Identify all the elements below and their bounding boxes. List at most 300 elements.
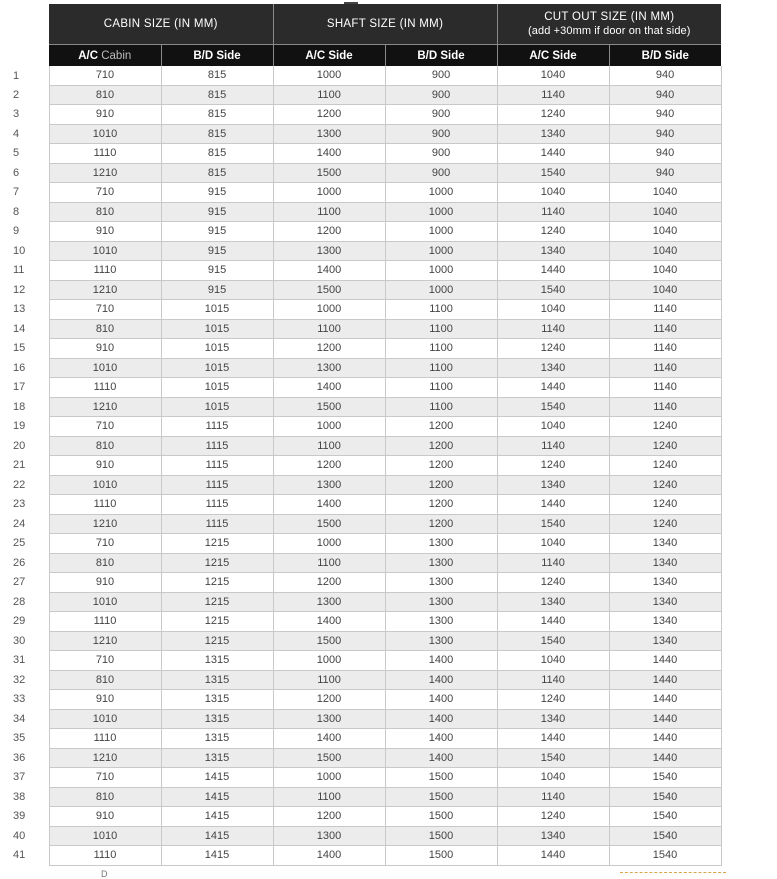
table-row	[11, 261, 721, 281]
cabin-ac-cell: 1110	[49, 612, 161, 632]
group-title: SHAFT SIZE (IN MM)	[326, 18, 444, 30]
cutout-bd-cell: 1340	[609, 612, 721, 632]
cabin-bd-cell: 1115	[161, 514, 273, 534]
table-row	[11, 163, 721, 183]
cutout-ac-cell: 1140	[497, 787, 609, 807]
cutout-ac-cell: 1040	[497, 768, 609, 788]
footer-fragment: D	[101, 869, 108, 879]
col-header-cabin-bd: B/D Side	[161, 45, 273, 67]
table-row	[11, 397, 721, 417]
cutout-ac-cell: 1540	[497, 631, 609, 651]
cabin-bd-cell: 1315	[161, 709, 273, 729]
cutout-bd-cell: 1240	[609, 436, 721, 456]
table-row	[11, 748, 721, 768]
cutout-bd-cell: 1040	[609, 261, 721, 281]
cutout-bd-cell: 1440	[609, 651, 721, 671]
row-number: 6	[11, 163, 49, 183]
shaft-ac-cell: 1300	[273, 124, 385, 144]
row-number: 13	[11, 300, 49, 320]
cabin-bd-cell: 915	[161, 280, 273, 300]
cutout-bd-cell: 940	[609, 66, 721, 85]
cutout-bd-cell: 940	[609, 163, 721, 183]
row-number: 15	[11, 339, 49, 359]
row-number: 31	[11, 651, 49, 671]
shaft-ac-cell: 1100	[273, 553, 385, 573]
cutout-bd-cell: 1440	[609, 748, 721, 768]
row-number: 28	[11, 592, 49, 612]
shaft-bd-cell: 1100	[385, 339, 497, 359]
shaft-bd-cell: 1400	[385, 748, 497, 768]
cutout-ac-cell: 1340	[497, 592, 609, 612]
shaft-bd-cell: 900	[385, 85, 497, 105]
shaft-bd-cell: 900	[385, 144, 497, 164]
cabin-ac-cell: 810	[49, 670, 161, 690]
cutout-bd-cell: 1440	[609, 729, 721, 749]
cabin-bd-cell: 815	[161, 163, 273, 183]
row-number: 21	[11, 456, 49, 476]
cutout-ac-cell: 1240	[497, 690, 609, 710]
shaft-ac-cell: 1400	[273, 261, 385, 281]
shaft-ac-cell: 1100	[273, 436, 385, 456]
cabin-bd-cell: 1415	[161, 846, 273, 866]
cabin-ac-cell: 1010	[49, 592, 161, 612]
shaft-bd-cell: 1500	[385, 826, 497, 846]
shaft-bd-cell: 1300	[385, 592, 497, 612]
row-number: 26	[11, 553, 49, 573]
cutout-ac-cell: 1340	[497, 826, 609, 846]
cutout-bd-cell: 1340	[609, 573, 721, 593]
cutout-bd-cell: 1040	[609, 183, 721, 203]
cutout-bd-cell: 1440	[609, 709, 721, 729]
shaft-bd-cell: 1300	[385, 631, 497, 651]
table-row	[11, 612, 721, 632]
cutout-ac-cell: 1340	[497, 241, 609, 261]
cabin-ac-cell: 810	[49, 319, 161, 339]
row-number: 14	[11, 319, 49, 339]
table-row	[11, 378, 721, 398]
table-row	[11, 222, 721, 242]
cutout-ac-cell: 1140	[497, 202, 609, 222]
col-header-shaft-bd: B/D Side	[385, 45, 497, 67]
cabin-ac-cell: 910	[49, 456, 161, 476]
row-number: 36	[11, 748, 49, 768]
table-row	[11, 846, 721, 866]
cutout-ac-cell: 1140	[497, 553, 609, 573]
table-row	[11, 183, 721, 203]
shaft-ac-cell: 1100	[273, 670, 385, 690]
cabin-bd-cell: 1415	[161, 787, 273, 807]
cutout-bd-cell: 1440	[609, 690, 721, 710]
table-row	[11, 339, 721, 359]
shaft-bd-cell: 900	[385, 124, 497, 144]
cutout-bd-cell: 1040	[609, 222, 721, 242]
col-header-cutout-ac: A/C Side	[497, 45, 609, 67]
cabin-ac-cell: 910	[49, 690, 161, 710]
cabin-bd-cell: 1315	[161, 651, 273, 671]
cutout-bd-cell: 1140	[609, 358, 721, 378]
shaft-ac-cell: 1300	[273, 241, 385, 261]
cutout-bd-cell: 1540	[609, 846, 721, 866]
cutout-ac-cell: 1440	[497, 729, 609, 749]
col-header-shaft-ac: A/C Side	[273, 45, 385, 67]
cabin-bd-cell: 815	[161, 124, 273, 144]
table-row	[11, 592, 721, 612]
cabin-bd-cell: 915	[161, 222, 273, 242]
shaft-bd-cell: 1100	[385, 378, 497, 398]
cutout-bd-cell: 1240	[609, 514, 721, 534]
row-number: 25	[11, 534, 49, 554]
shaft-bd-cell: 1000	[385, 280, 497, 300]
cabin-ac-cell: 710	[49, 66, 161, 85]
row-number: 33	[11, 690, 49, 710]
cabin-bd-cell: 1015	[161, 397, 273, 417]
table-row	[11, 729, 721, 749]
cutout-ac-cell: 1040	[497, 651, 609, 671]
row-number: 41	[11, 846, 49, 866]
row-number: 32	[11, 670, 49, 690]
cabin-bd-cell: 1315	[161, 690, 273, 710]
shaft-ac-cell: 1500	[273, 748, 385, 768]
shaft-ac-cell: 1300	[273, 709, 385, 729]
cabin-bd-cell: 915	[161, 183, 273, 203]
row-number: 27	[11, 573, 49, 593]
cabin-ac-cell: 1010	[49, 475, 161, 495]
shaft-ac-cell: 1100	[273, 319, 385, 339]
cabin-bd-cell: 1015	[161, 300, 273, 320]
cabin-ac-cell: 1210	[49, 280, 161, 300]
table-row	[11, 144, 721, 164]
shaft-bd-cell: 1500	[385, 846, 497, 866]
shaft-bd-cell: 1300	[385, 573, 497, 593]
cabin-bd-cell: 1115	[161, 436, 273, 456]
cutout-ac-cell: 1040	[497, 417, 609, 437]
cutout-ac-cell: 1240	[497, 807, 609, 827]
row-number: 7	[11, 183, 49, 203]
shaft-ac-cell: 1500	[273, 631, 385, 651]
cabin-ac-cell: 1210	[49, 163, 161, 183]
shaft-ac-cell: 1400	[273, 612, 385, 632]
cutout-bd-cell: 940	[609, 105, 721, 125]
cabin-bd-cell: 1015	[161, 339, 273, 359]
row-number: 2	[11, 85, 49, 105]
cabin-bd-cell: 815	[161, 144, 273, 164]
cutout-bd-cell: 1040	[609, 280, 721, 300]
cutout-bd-cell: 1240	[609, 417, 721, 437]
shaft-bd-cell: 1200	[385, 436, 497, 456]
cutout-ac-cell: 1340	[497, 475, 609, 495]
cabin-ac-cell: 1210	[49, 748, 161, 768]
row-number: 39	[11, 807, 49, 827]
shaft-ac-cell: 1000	[273, 651, 385, 671]
cabin-bd-cell: 1215	[161, 534, 273, 554]
shaft-bd-cell: 1100	[385, 300, 497, 320]
group-header-row	[11, 4, 721, 45]
row-number: 16	[11, 358, 49, 378]
shaft-ac-cell: 1100	[273, 202, 385, 222]
cabin-ac-cell: 1110	[49, 495, 161, 515]
shaft-bd-cell: 1400	[385, 709, 497, 729]
cabin-bd-cell: 1315	[161, 729, 273, 749]
table-row	[11, 358, 721, 378]
cabin-bd-cell: 1215	[161, 612, 273, 632]
cutout-ac-cell: 1540	[497, 397, 609, 417]
cutout-bd-cell: 1440	[609, 670, 721, 690]
cutout-bd-cell: 1540	[609, 787, 721, 807]
row-number: 9	[11, 222, 49, 242]
row-number: 10	[11, 241, 49, 261]
row-number: 30	[11, 631, 49, 651]
shaft-ac-cell: 1200	[273, 573, 385, 593]
row-number: 22	[11, 475, 49, 495]
cutout-bd-cell: 1340	[609, 534, 721, 554]
row-number: 38	[11, 787, 49, 807]
dashed-divider	[620, 872, 726, 873]
table-row	[11, 709, 721, 729]
col-header-prefix: A/C	[78, 49, 99, 62]
cabin-bd-cell: 1415	[161, 768, 273, 788]
table-row	[11, 670, 721, 690]
shaft-bd-cell: 1000	[385, 202, 497, 222]
shaft-bd-cell: 1200	[385, 456, 497, 476]
cabin-ac-cell: 810	[49, 553, 161, 573]
group-title: CABIN SIZE (IN MM)	[103, 18, 218, 30]
cutout-bd-cell: 940	[609, 124, 721, 144]
table-row	[11, 456, 721, 476]
shaft-bd-cell: 1500	[385, 768, 497, 788]
table-row	[11, 690, 721, 710]
shaft-bd-cell: 1000	[385, 222, 497, 242]
cabin-bd-cell: 1015	[161, 378, 273, 398]
cutout-bd-cell: 1540	[609, 826, 721, 846]
cabin-ac-cell: 710	[49, 300, 161, 320]
cabin-ac-cell: 910	[49, 105, 161, 125]
row-number: 5	[11, 144, 49, 164]
shaft-bd-cell: 1300	[385, 553, 497, 573]
cutout-ac-cell: 1240	[497, 339, 609, 359]
row-number: 37	[11, 768, 49, 788]
table-row	[11, 553, 721, 573]
cutout-ac-cell: 1240	[497, 456, 609, 476]
cabin-bd-cell: 1115	[161, 475, 273, 495]
shaft-ac-cell: 1400	[273, 378, 385, 398]
cabin-bd-cell: 815	[161, 66, 273, 85]
table-row	[11, 514, 721, 534]
cutout-ac-cell: 1140	[497, 85, 609, 105]
shaft-ac-cell: 1200	[273, 456, 385, 476]
cabin-ac-cell: 1110	[49, 261, 161, 281]
cutout-ac-cell: 1240	[497, 222, 609, 242]
shaft-ac-cell: 1300	[273, 358, 385, 378]
table-row	[11, 534, 721, 554]
table-row	[11, 417, 721, 437]
cutout-ac-cell: 1540	[497, 163, 609, 183]
shaft-bd-cell: 1400	[385, 690, 497, 710]
shaft-ac-cell: 1500	[273, 280, 385, 300]
table-row	[11, 436, 721, 456]
cabin-ac-cell: 1210	[49, 631, 161, 651]
cabin-ac-cell: 1010	[49, 358, 161, 378]
cutout-ac-cell: 1140	[497, 670, 609, 690]
row-number: 3	[11, 105, 49, 125]
row-number: 1	[11, 66, 49, 85]
cabin-bd-cell: 1115	[161, 417, 273, 437]
cutout-bd-cell: 1340	[609, 631, 721, 651]
shaft-bd-cell: 1200	[385, 514, 497, 534]
cabin-bd-cell: 915	[161, 261, 273, 281]
table-row	[11, 631, 721, 651]
row-number: 24	[11, 514, 49, 534]
cabin-ac-cell: 710	[49, 768, 161, 788]
table-row	[11, 475, 721, 495]
row-number: 35	[11, 729, 49, 749]
shaft-bd-cell: 1500	[385, 807, 497, 827]
table-row	[11, 495, 721, 515]
cabin-bd-cell: 1115	[161, 456, 273, 476]
cutout-bd-cell: 940	[609, 144, 721, 164]
row-number: 17	[11, 378, 49, 398]
table-row	[11, 787, 721, 807]
shaft-ac-cell: 1500	[273, 514, 385, 534]
sub-header-row	[11, 45, 721, 67]
cutout-ac-cell: 1440	[497, 495, 609, 515]
shaft-ac-cell: 1000	[273, 417, 385, 437]
cabin-ac-cell: 910	[49, 222, 161, 242]
cabin-bd-cell: 815	[161, 85, 273, 105]
col-header-word: Cabin	[101, 49, 132, 62]
cutout-bd-cell: 1040	[609, 202, 721, 222]
table-row	[11, 319, 721, 339]
shaft-ac-cell: 1300	[273, 475, 385, 495]
cabin-ac-cell: 710	[49, 534, 161, 554]
group-title: CUT OUT SIZE (IN MM)	[544, 11, 675, 23]
cutout-ac-cell: 1040	[497, 300, 609, 320]
cabin-bd-cell: 1015	[161, 358, 273, 378]
cabin-ac-cell: 710	[49, 417, 161, 437]
cutout-ac-cell: 1440	[497, 612, 609, 632]
table-row	[11, 651, 721, 671]
row-number: 4	[11, 124, 49, 144]
cabin-ac-cell: 810	[49, 85, 161, 105]
cabin-ac-cell: 1010	[49, 709, 161, 729]
cutout-bd-cell: 1540	[609, 807, 721, 827]
row-number: 11	[11, 261, 49, 281]
cabin-ac-cell: 810	[49, 202, 161, 222]
cabin-bd-cell: 1115	[161, 495, 273, 515]
table-row	[11, 124, 721, 144]
shaft-ac-cell: 1000	[273, 534, 385, 554]
shaft-bd-cell: 1400	[385, 651, 497, 671]
cutout-ac-cell: 1340	[497, 709, 609, 729]
corner-cell	[11, 4, 49, 45]
group-note: (add +30mm if door on that side)	[528, 25, 691, 37]
cutout-bd-cell: 1540	[609, 768, 721, 788]
shaft-bd-cell: 1300	[385, 612, 497, 632]
row-number: 29	[11, 612, 49, 632]
row-number: 18	[11, 397, 49, 417]
row-number: 23	[11, 495, 49, 515]
cutout-ac-cell: 1540	[497, 280, 609, 300]
cabin-bd-cell: 1015	[161, 319, 273, 339]
shaft-ac-cell: 1200	[273, 105, 385, 125]
cutout-ac-cell: 1340	[497, 124, 609, 144]
cutout-bd-cell: 1240	[609, 495, 721, 515]
cabin-ac-cell: 1110	[49, 378, 161, 398]
shaft-ac-cell: 1000	[273, 768, 385, 788]
table-row	[11, 768, 721, 788]
cabin-bd-cell: 1215	[161, 573, 273, 593]
cutout-ac-cell: 1140	[497, 436, 609, 456]
shaft-ac-cell: 1400	[273, 846, 385, 866]
cabin-ac-cell: 1210	[49, 514, 161, 534]
cabin-ac-cell: 1110	[49, 144, 161, 164]
shaft-ac-cell: 1500	[273, 397, 385, 417]
cutout-bd-cell: 1140	[609, 319, 721, 339]
shaft-ac-cell: 1400	[273, 495, 385, 515]
row-number: 12	[11, 280, 49, 300]
shaft-ac-cell: 1200	[273, 807, 385, 827]
shaft-bd-cell: 1000	[385, 261, 497, 281]
shaft-ac-cell: 1200	[273, 222, 385, 242]
cutout-ac-cell: 1340	[497, 358, 609, 378]
shaft-bd-cell: 900	[385, 163, 497, 183]
shaft-ac-cell: 1100	[273, 787, 385, 807]
shaft-ac-cell: 1000	[273, 300, 385, 320]
shaft-bd-cell: 900	[385, 66, 497, 85]
table-row	[11, 826, 721, 846]
shaft-bd-cell: 1400	[385, 670, 497, 690]
col-header-cutout-bd: B/D Side	[609, 45, 721, 67]
shaft-bd-cell: 900	[385, 105, 497, 125]
col-header-cabin-ac	[49, 45, 161, 67]
group-header-shaft	[273, 4, 497, 45]
cutout-bd-cell: 1240	[609, 475, 721, 495]
cutout-ac-cell: 1440	[497, 261, 609, 281]
cutout-bd-cell: 1040	[609, 241, 721, 261]
shaft-ac-cell: 1100	[273, 85, 385, 105]
cutout-ac-cell: 1240	[497, 105, 609, 125]
cutout-bd-cell: 1340	[609, 553, 721, 573]
shaft-bd-cell: 1200	[385, 475, 497, 495]
cutout-bd-cell: 1340	[609, 592, 721, 612]
cabin-bd-cell: 1315	[161, 670, 273, 690]
cutout-bd-cell: 1140	[609, 339, 721, 359]
table-row	[11, 300, 721, 320]
row-number: 40	[11, 826, 49, 846]
shaft-bd-cell: 1300	[385, 534, 497, 554]
table-row	[11, 85, 721, 105]
cabin-ac-cell: 910	[49, 339, 161, 359]
shaft-bd-cell: 1100	[385, 358, 497, 378]
shaft-bd-cell: 1200	[385, 417, 497, 437]
size-table	[11, 4, 722, 866]
table-row	[11, 202, 721, 222]
cabin-bd-cell: 1415	[161, 807, 273, 827]
cutout-bd-cell: 940	[609, 85, 721, 105]
cabin-ac-cell: 1010	[49, 241, 161, 261]
cutout-ac-cell: 1040	[497, 183, 609, 203]
shaft-bd-cell: 1100	[385, 397, 497, 417]
group-header-cutout	[497, 4, 721, 45]
cabin-ac-cell: 810	[49, 787, 161, 807]
cabin-bd-cell: 1315	[161, 748, 273, 768]
shaft-ac-cell: 1400	[273, 144, 385, 164]
cutout-ac-cell: 1540	[497, 748, 609, 768]
shaft-ac-cell: 1000	[273, 183, 385, 203]
shaft-ac-cell: 1500	[273, 163, 385, 183]
cutout-bd-cell: 1140	[609, 397, 721, 417]
cabin-ac-cell: 710	[49, 183, 161, 203]
cabin-ac-cell: 810	[49, 436, 161, 456]
